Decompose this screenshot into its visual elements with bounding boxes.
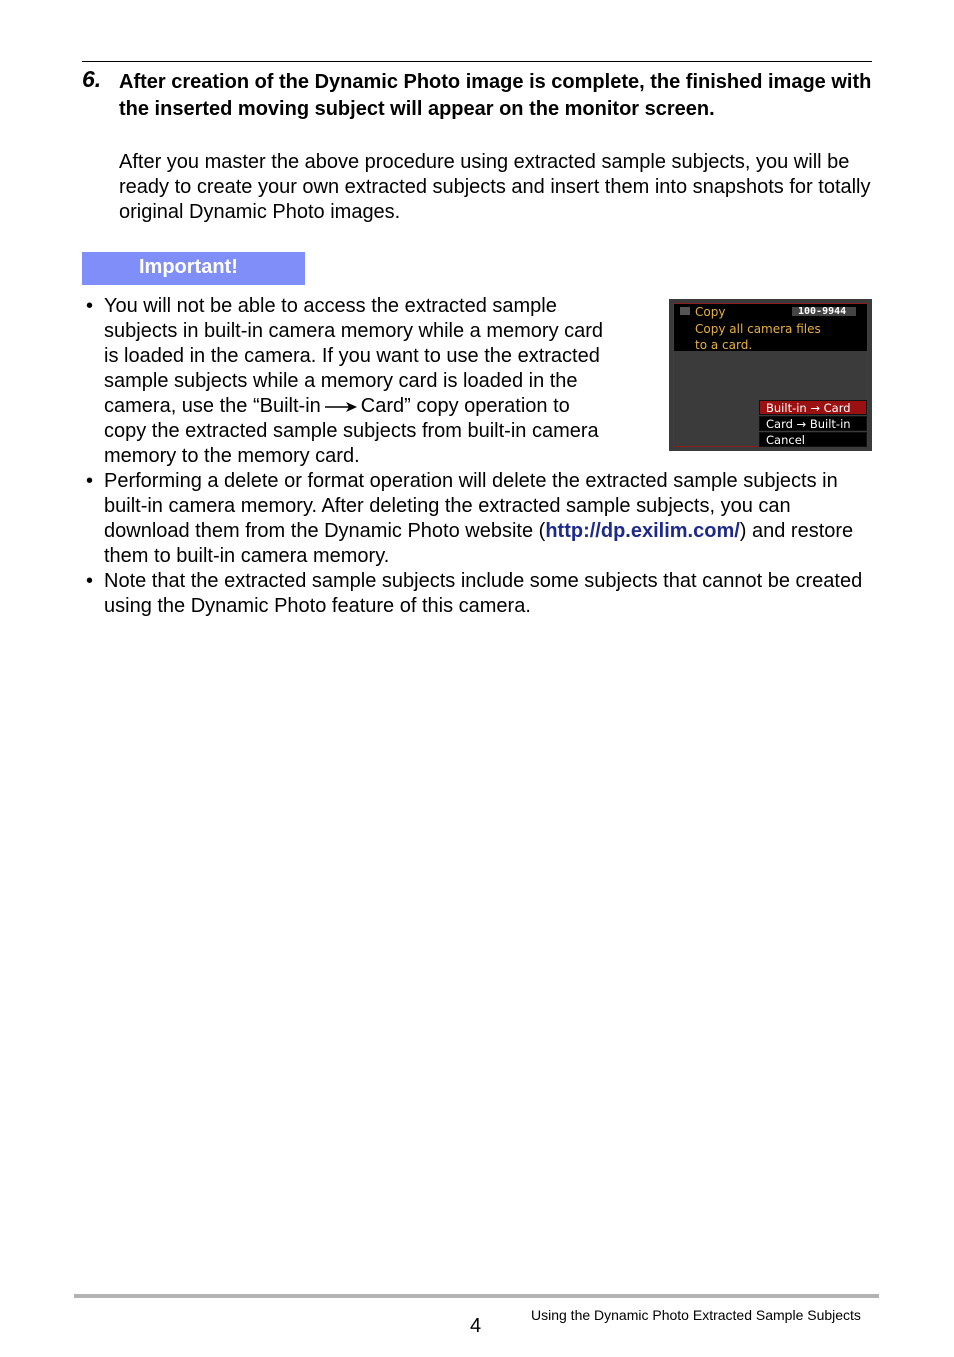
step-body: After you master the above procedure using extracted sample subjects, you will be ready to create your own extracted subjects and insert them into snapshots for totally original Dynamic Photo images. (119, 151, 871, 223)
bullet-1-line: Card” copy operation to (360, 395, 570, 417)
camera-message-line: Copy all camera files (695, 322, 821, 336)
bullet-1-line: is loaded in the camera. If you want to use the extracted (104, 345, 600, 367)
bullet-1-line: subjects in built-in camera memory while a memory card (104, 320, 604, 342)
camera-file-number: 100-9944 (798, 306, 847, 317)
menu-icon (680, 307, 690, 315)
bullet-1-text (104, 294, 644, 469)
bullet-2-text (104, 469, 879, 569)
page-number: 4 (470, 1315, 482, 1337)
camera-option-builtin-to-card[interactable]: Built-in → Card (759, 400, 867, 415)
bullet-1-line: memory to the memory card. (104, 445, 360, 467)
website-link[interactable]: http://dp.exilim.com/ (545, 520, 740, 542)
step-heading: After creation of the Dynamic Photo image is complete, the finished image with the inserted moving subject will appear on the monitor screen. (119, 71, 872, 120)
bullet-1-line: sample subjects while a memory card is loaded in the (104, 370, 578, 392)
footer-title: Using the Dynamic Photo Extracted Sample Subjects (531, 1307, 861, 1323)
bullet-1-line: copy the extracted sample subjects from built-in camera (104, 420, 599, 442)
bullet-marker: • (86, 295, 94, 317)
bullet-1-line: You will not be able to access the extracted sample (104, 295, 557, 317)
camera-option-card-to-builtin[interactable]: Card → Built-in (759, 416, 867, 431)
camera-header (674, 304, 867, 351)
bullet-2-text-after: ) and restore them to built-in camera memory. (104, 520, 854, 567)
camera-message (695, 321, 865, 353)
bullet-1-line: camera, use the “Built-in (104, 395, 321, 417)
camera-screen-image (669, 299, 872, 451)
important-banner: Important! (82, 252, 305, 285)
bullet-marker: • (86, 570, 94, 592)
step-number: 6. (82, 66, 102, 92)
right-arrow-icon (324, 400, 358, 414)
footer-rule (74, 1294, 879, 1298)
bullet-marker: • (86, 470, 94, 492)
camera-screen-frame (673, 303, 868, 447)
bullet-3-text: Note that the extracted sample subjects include some subjects that cannot be created using the Dynamic Photo feature of this camera. (104, 570, 863, 617)
bullet-2-text-before: Performing a delete or format operation will delete the extracted sample subjects in built-in camera memory. After deleting the extracted sample subjects, you can download them from the Dynamic Photo website ( (104, 470, 838, 542)
camera-title: Copy (695, 305, 726, 319)
camera-message-line: to a card. (695, 338, 753, 352)
top-rule (82, 61, 872, 62)
bullet-1-line-with-arrow (104, 394, 644, 419)
camera-option-cancel[interactable]: Cancel (759, 432, 867, 447)
